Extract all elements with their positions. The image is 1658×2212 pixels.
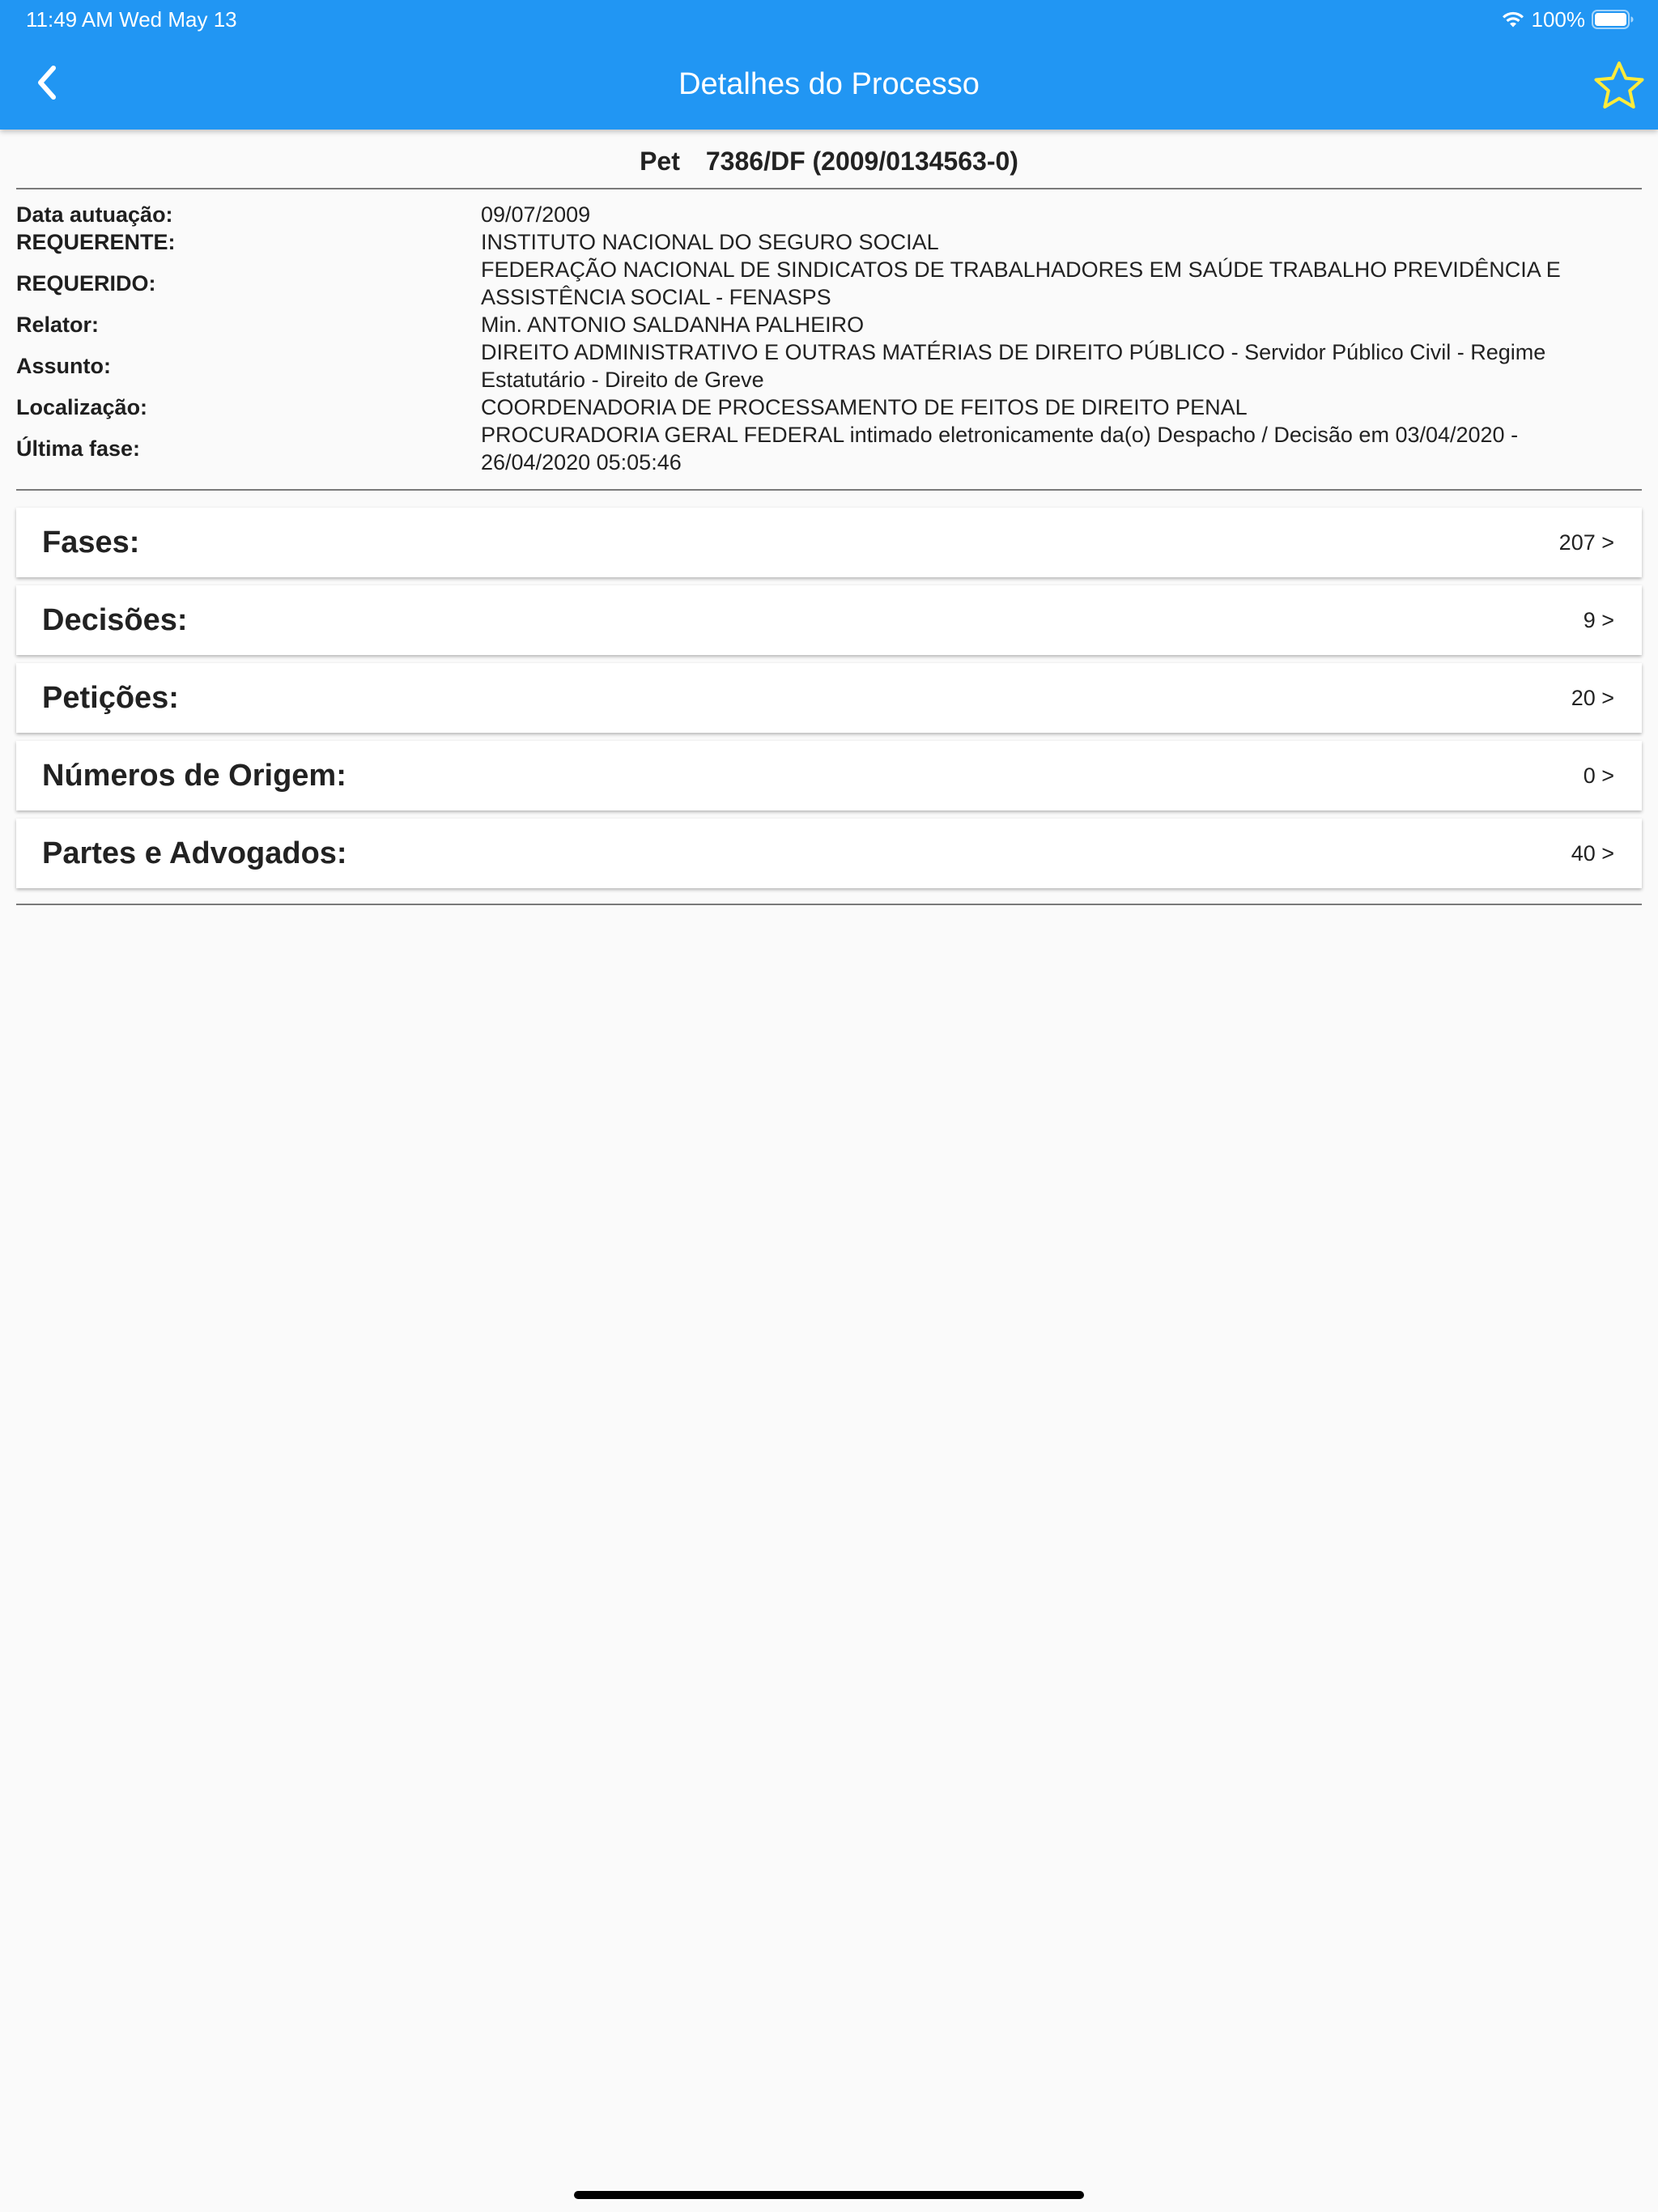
section-fases[interactable] — [16, 508, 1642, 577]
section-decisoes[interactable] — [16, 585, 1642, 655]
detail-label: Assunto: — [16, 354, 111, 378]
favorite-button[interactable] — [1587, 53, 1652, 118]
section-count: 207 > — [1558, 530, 1614, 555]
section-count: 0 > — [1583, 763, 1614, 788]
section-numeros-de-origem[interactable] — [16, 741, 1642, 810]
detail-label: Relator: — [16, 313, 100, 337]
home-indicator[interactable] — [574, 2191, 1084, 2199]
detail-label: Data autuação: — [16, 202, 173, 227]
detail-value: COORDENADORIA DE PROCESSAMENTO DE FEITOS DE DIREITO PENAL — [481, 395, 1248, 419]
section-peticoes[interactable] — [16, 663, 1642, 733]
detail-row-requerente — [16, 228, 1642, 256]
section-label: Petições: — [42, 680, 179, 715]
case-class: Pet — [640, 147, 680, 176]
divider — [16, 489, 1642, 491]
detail-value: PROCURADORIA GERAL FEDERAL intimado eletronicamente da(o) Despacho / Decisão em 03/04/2020 - 26/04/2020 05:05:46 — [481, 423, 1519, 474]
section-label: Fases: — [42, 525, 140, 559]
app-header — [0, 0, 1658, 130]
status-indicators — [1501, 6, 1635, 32]
detail-value: 09/07/2009 — [481, 202, 591, 227]
battery-percentage: 100% — [1531, 7, 1585, 32]
section-count: 20 > — [1571, 685, 1614, 710]
section-label: Números de Origem: — [42, 758, 346, 793]
detail-row-ultima-fase — [16, 421, 1642, 476]
page-title: Detalhes do Processo — [678, 67, 980, 101]
section-label: Decisões: — [42, 602, 188, 637]
divider — [16, 188, 1642, 189]
battery-icon — [1592, 10, 1634, 29]
wifi-icon — [1501, 11, 1525, 28]
section-list — [16, 508, 1642, 896]
detail-value: Min. ANTONIO SALDANHA PALHEIRO — [481, 313, 865, 337]
case-details — [16, 201, 1642, 476]
divider — [16, 904, 1642, 905]
detail-row-localizacao — [16, 393, 1642, 421]
detail-value: DIREITO ADMINISTRATIVO E OUTRAS MATÉRIAS DE DIREITO PÚBLICO - Servidor Público Civil - Regime Estatutário - Direito de Greve — [481, 340, 1546, 392]
detail-row-assunto — [16, 338, 1642, 393]
detail-row-requerido — [16, 256, 1642, 311]
case-identifier — [0, 143, 1658, 180]
detail-label: Última fase: — [16, 436, 141, 461]
section-partes-e-advogados[interactable] — [16, 819, 1642, 888]
section-count: 9 > — [1583, 607, 1614, 632]
detail-row-relator — [16, 311, 1642, 338]
section-count: 40 > — [1571, 840, 1614, 866]
detail-label: REQUERENTE: — [16, 230, 176, 254]
section-label: Partes e Advogados: — [42, 836, 347, 870]
case-number: 7386/DF (2009/0134563-0) — [705, 147, 1018, 176]
detail-row-data-autuacao — [16, 201, 1642, 228]
detail-value: INSTITUTO NACIONAL DO SEGURO SOCIAL — [481, 230, 939, 254]
detail-label: Localização: — [16, 395, 148, 419]
status-time: 11:49 AM Wed May 13 — [26, 7, 237, 32]
star-outline-icon — [1592, 60, 1646, 112]
detail-value: FEDERAÇÃO NACIONAL DE SINDICATOS DE TRABALHADORES EM SAÚDE TRABALHO PREVIDÊNCIA E ASSISTÊNCIA SOCIAL - FENASPS — [481, 257, 1561, 309]
detail-label: REQUERIDO: — [16, 271, 156, 296]
